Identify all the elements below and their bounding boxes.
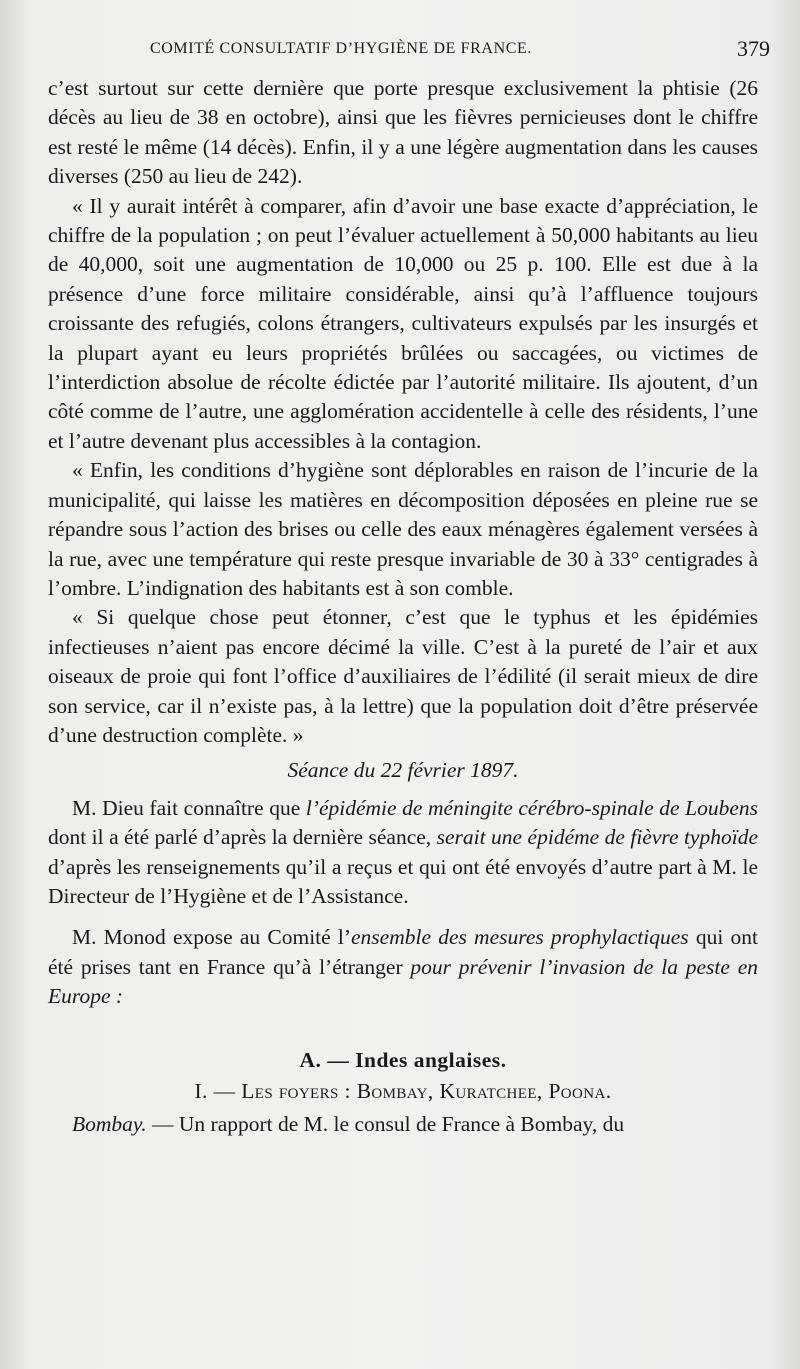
section-heading-i: I. — Les foyers : Bombay, Kuratchee, Poona. [194, 1079, 612, 1103]
paragraph-1: c’est surtout sur cette dernière que porte presque exclusivement la phtisie (26 décès au lieu de 38 en octobre), ainsi que les fièvres pernicieuses dont le chiffre est resté le même (14 décès). Enfin, il y a une légère augmentation dans les causes diverses (250 au lieu de 242). [48, 76, 758, 189]
page-number: 379 [737, 36, 770, 61]
p7-italic-a: Bombay. [72, 1112, 147, 1137]
paragraph-5 [48, 794, 758, 912]
paragraph-3: « Enfin, les conditions d’hygiène sont déplorables en raison de l’incurie de la municipalité, qui laisse les matières en décomposition déposées en pleine rue se répandre sous l’action des brises ou celle des eaux ménagères également versées à la rue, avec une température qui reste presque invariable de 30 à 33° centigrades à l’ombre. L’indignation des habitants est à son comble. [48, 458, 758, 600]
seance-heading: Séance du 22 février 1897. [287, 758, 519, 783]
p5-text-c: dont il a été parlé d’après la dernière séance, [48, 825, 437, 850]
p6-text-a: M. Monod expose au Comité l’ [72, 925, 352, 950]
paragraph-4: « Si quelque chose peut étonner, c’est que le typhus et les épidémies infectieuses n’aient pas encore décimé la ville. C’est à la pureté de l’air et aux oiseaux de proie qui font l’office d’auxiliaires de l’édilité (il serait mieux de dire son service, car il n’existe pas, à la lettre) que la population doit d’être préservée d’une destruction complète. » [48, 605, 758, 747]
p5-text-a: M. Dieu fait connaître que [72, 795, 306, 820]
body-text [48, 74, 758, 1140]
page-header [150, 36, 770, 66]
p6-text-c: qui ont été prises tant en France qu’à l’étranger [48, 925, 758, 979]
p7-text-b: — Un rapport de M. le consul de France à Bombay, du [146, 1112, 625, 1137]
paragraph-2: « Il y aurait intérêt à comparer, afin d’avoir une base exacte d’appréciation, le chiffre de la population ; on peut l’évaluer actuellement à 50,000 habitants au lieu de 40,000, soit une augmentation de 10,000 ou 25 p. 100. Elle est due à la présence d’une force militaire considérable, ainsi qu’à l’affluence toujours croissante des refugiés, colons étrangers, cultivateurs expulsés par les insurgés et la plupart ayant eu leurs propriétés brûlées ou saccagées, ou victimes de l’interdiction absolue de récolte édictée par l’autorité militaire. Ils ajoutent, d’un côté comme de l’autre, une agglomération accidentelle à celle des résidents, l’une et l’autre devenant plus accessibles à la contagion. [48, 193, 758, 453]
p5-italic-d: serait une épidéme de fièvre typhoïde [436, 825, 758, 850]
paragraph-7 [48, 1110, 758, 1139]
p6-italic-b: ensemble des mesures prophylactiques [351, 925, 689, 950]
running-title: COMITÉ CONSULTATIF D’HYGIÈNE DE FRANCE. [150, 40, 532, 57]
section-heading-a: A. — Indes anglaises. [299, 1047, 507, 1072]
p6-italic-d: pour prévenir l’invasion de la peste en Europe : [48, 954, 758, 1009]
spacer [48, 911, 758, 923]
paragraph-6 [48, 923, 758, 1011]
p5-italic-b: l’épidémie de méningite cérébro-spinale de Loubens [305, 795, 758, 820]
p5-text-e: d’après les renseignements qu’il a reçus et qui ont été envoyés d’autre part à M. le Directeur de l’Hygiène et de l’Assistance. [48, 854, 758, 908]
